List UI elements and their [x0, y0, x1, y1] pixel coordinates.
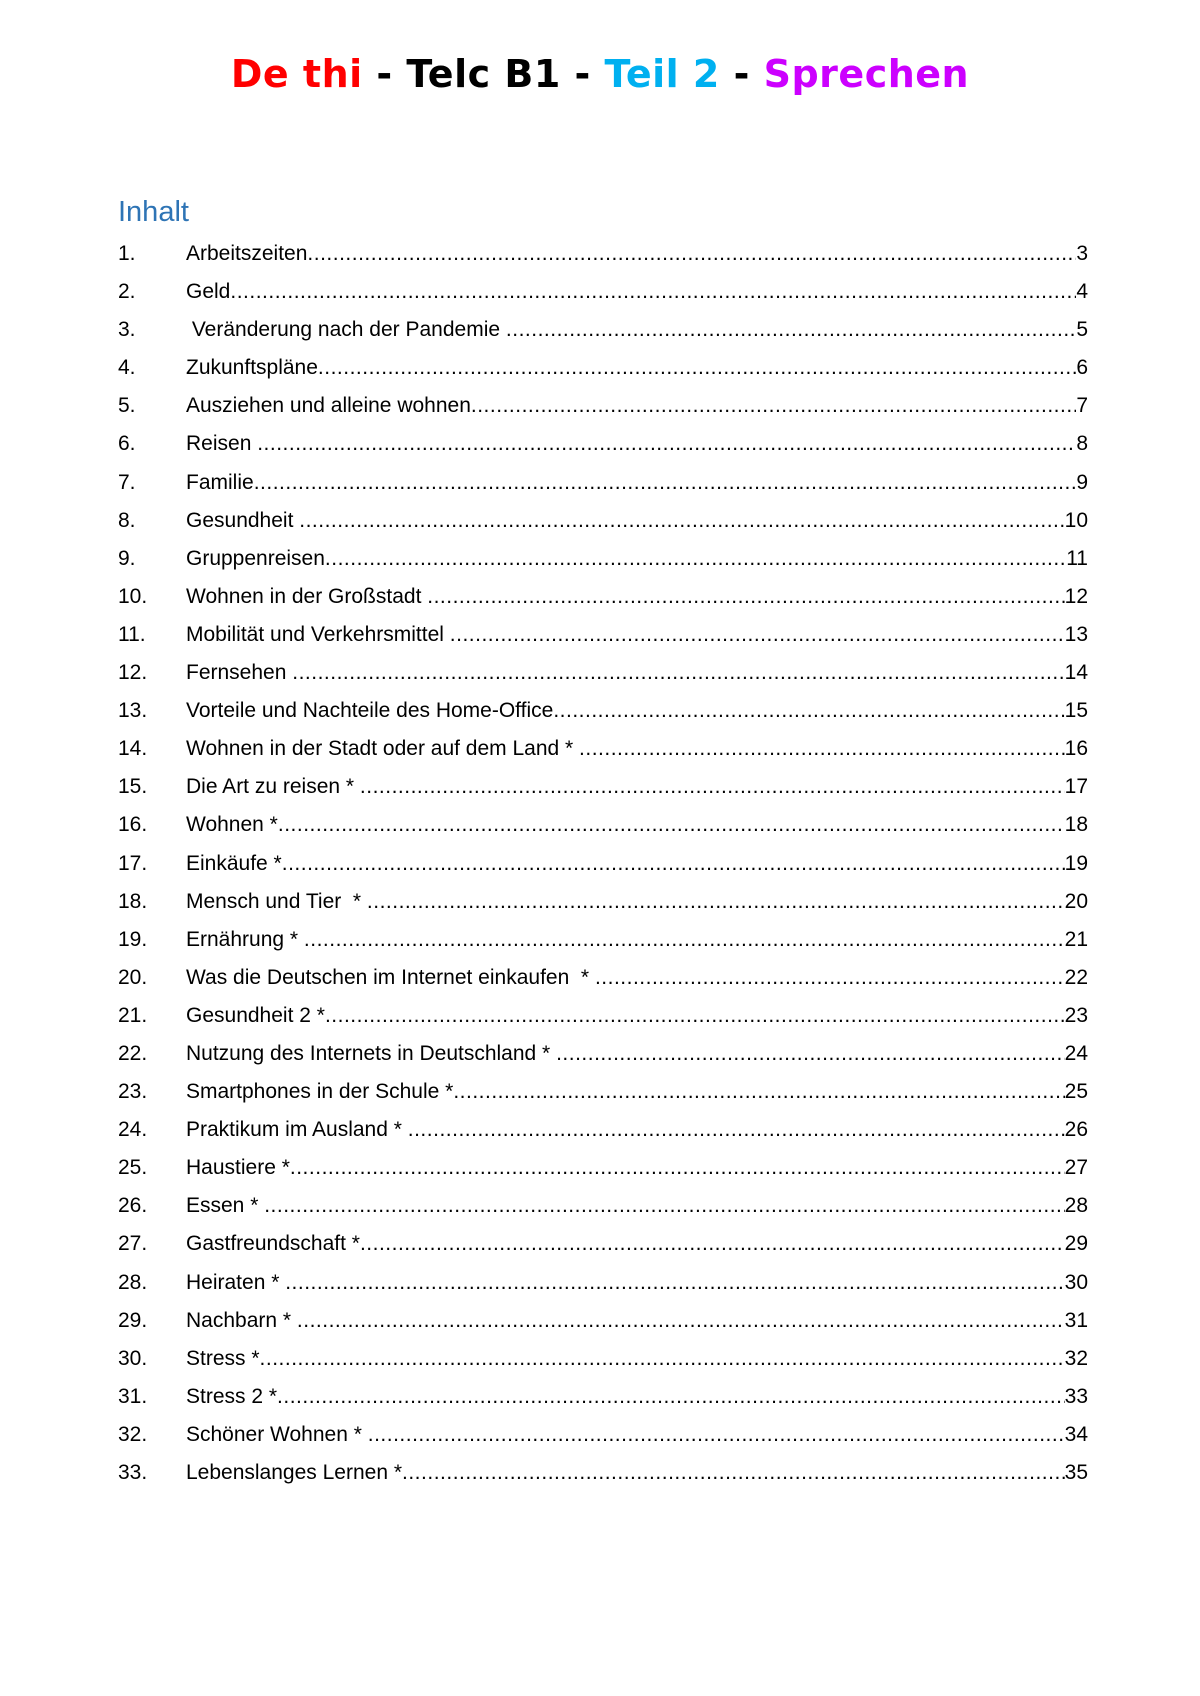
toc-entry-page-number: 9 [1076, 470, 1088, 494]
toc-entry-page-number: 4 [1076, 280, 1088, 304]
toc-entry-page-number: 35 [1064, 1461, 1088, 1484]
toc-entry-number: 28. [118, 1270, 148, 1294]
toc-entry-number: 26. [118, 1194, 148, 1218]
toc-dot-leader [427, 578, 1064, 616]
toc-entry[interactable] [118, 959, 1088, 997]
toc-entry[interactable] [118, 654, 1088, 692]
toc-entry-number: 29. [118, 1308, 148, 1332]
toc-entry-page-number: 13 [1064, 622, 1088, 646]
toc-entry-number: 6. [118, 432, 136, 456]
title-separator: - [362, 52, 407, 96]
toc-dot-leader [553, 692, 1064, 730]
toc-dot-leader [277, 1378, 1065, 1416]
toc-entry-page-number: 29 [1064, 1232, 1088, 1256]
toc-entry[interactable] [118, 1264, 1088, 1302]
toc-entry-title: Smartphones in der Schule * [186, 1080, 454, 1104]
toc-entry-page-number: 31 [1064, 1308, 1088, 1332]
toc-entry[interactable] [118, 1416, 1088, 1454]
toc-entry-page-number: 24 [1064, 1041, 1088, 1065]
toc-entry[interactable] [118, 349, 1088, 387]
toc-entry-page-number: 19 [1064, 851, 1088, 875]
toc-entry[interactable] [118, 730, 1088, 768]
toc-dot-leader [556, 1035, 1065, 1073]
toc-entry-number: 21. [118, 1003, 148, 1027]
toc-entry-page-number: 17 [1064, 775, 1088, 799]
toc-dot-leader [408, 1111, 1065, 1149]
toc-dot-leader [292, 654, 1064, 692]
toc-entry-title: Gesundheit 2 * [186, 1003, 325, 1027]
toc-entry-title: Die Art zu reisen * [186, 775, 360, 799]
toc-dot-leader [506, 311, 1076, 349]
title-part-de-thi: De thi [230, 52, 363, 96]
toc-entry-title: Gastfreundschaft * [186, 1232, 360, 1256]
toc-entry-page-number: 21 [1064, 927, 1088, 951]
toc-entry-number: 19. [118, 927, 148, 951]
toc-entry-number: 25. [118, 1156, 148, 1180]
toc-entry[interactable] [118, 1035, 1088, 1073]
toc-entry-number: 8. [118, 508, 136, 532]
toc-entry[interactable] [118, 1340, 1088, 1378]
toc-entry-number: 30. [118, 1346, 148, 1370]
toc-entry-number: 7. [118, 470, 136, 494]
toc-entry-title: Fernsehen [186, 661, 293, 685]
toc-entry[interactable] [118, 1187, 1088, 1225]
toc-entry[interactable] [118, 464, 1088, 502]
toc-dot-leader [360, 768, 1065, 806]
toc-entry-number: 10. [118, 584, 148, 608]
toc-entry[interactable] [118, 273, 1088, 311]
toc-entry[interactable] [118, 540, 1088, 578]
toc-entry-number: 23. [118, 1080, 148, 1104]
toc-entry[interactable] [118, 692, 1088, 730]
toc-entry[interactable] [118, 1302, 1088, 1340]
toc-entry-number: 9. [118, 546, 136, 570]
toc-entry[interactable] [118, 502, 1088, 540]
toc-entry-title: Veränderung nach der Pandemie [186, 318, 506, 342]
toc-entry-number: 22. [118, 1041, 148, 1065]
toc-entry-number: 15. [118, 775, 148, 799]
toc-entry[interactable] [118, 806, 1088, 844]
toc-entry-page-number: 34 [1064, 1422, 1088, 1446]
toc-entry-number: 16. [118, 813, 148, 837]
toc-entry-page-number: 26 [1064, 1118, 1088, 1142]
title-part-teil-2: Teil 2 [604, 52, 720, 96]
toc-heading: Inhalt [118, 196, 189, 228]
toc-entry[interactable] [118, 921, 1088, 959]
toc-entry-title: Was die Deutschen im Internet einkaufen * [186, 965, 595, 989]
toc-entry-title: Schöner Wohnen * [186, 1422, 368, 1446]
toc-entry-number: 1. [118, 242, 136, 265]
toc-entry-number: 2. [118, 280, 136, 304]
toc-entry-page-number: 15 [1064, 699, 1088, 723]
toc-entry-title: Haustiere * [186, 1156, 290, 1180]
toc-entry-page-number: 20 [1064, 889, 1088, 913]
toc-dot-leader [325, 540, 1066, 578]
toc-entry[interactable] [118, 1454, 1088, 1492]
toc-entry-title: Familie [186, 470, 254, 494]
toc-dot-leader [297, 1302, 1065, 1340]
title-separator: - [719, 52, 764, 96]
toc-dot-leader [230, 273, 1076, 311]
toc-entry-page-number: 30 [1064, 1270, 1088, 1294]
toc-entry[interactable] [118, 883, 1088, 921]
toc-dot-leader [471, 387, 1076, 425]
toc-entry-page-number: 12 [1064, 584, 1088, 608]
toc-entry-number: 12. [118, 661, 148, 685]
toc-entry-title: Gesundheit [186, 508, 300, 532]
toc-entry-title: Mensch und Tier * [186, 889, 367, 913]
toc-entry[interactable] [118, 1111, 1088, 1149]
toc-dot-leader [254, 464, 1077, 502]
toc-dot-leader [260, 1340, 1065, 1378]
toc-entry-page-number: 14 [1064, 661, 1088, 685]
toc-entry-page-number: 33 [1064, 1384, 1088, 1408]
toc-dot-leader [360, 1225, 1065, 1263]
toc-entry[interactable] [118, 616, 1088, 654]
toc-entry-number: 18. [118, 889, 148, 913]
toc-entry-title: Einkäufe * [186, 851, 282, 875]
toc-entry[interactable] [118, 425, 1088, 463]
toc-entry-title: Lebenslanges Lernen * [186, 1461, 403, 1484]
toc-entry-number: 24. [118, 1118, 148, 1142]
toc-entry[interactable] [118, 1225, 1088, 1263]
table-of-contents [118, 235, 1088, 1492]
toc-dot-leader [595, 959, 1065, 997]
toc-entry[interactable] [118, 235, 1088, 273]
toc-entry-page-number: 32 [1064, 1346, 1088, 1370]
toc-entry-number: 14. [118, 737, 148, 761]
toc-dot-leader [290, 1149, 1065, 1187]
toc-dot-leader [304, 921, 1065, 959]
title-part-telc-b1: Telc B1 [406, 52, 561, 96]
toc-entry-title: Zukunftspläne [186, 356, 318, 380]
toc-entry-number: 4. [118, 356, 136, 380]
toc-entry[interactable] [118, 578, 1088, 616]
toc-entry-page-number: 25 [1064, 1080, 1088, 1104]
toc-entry-title: Arbeitszeiten [186, 242, 308, 265]
toc-entry[interactable] [118, 845, 1088, 883]
toc-entry-title: Gruppenreisen [186, 546, 325, 570]
title-separator: - [560, 52, 605, 96]
toc-entry-page-number: 11 [1066, 546, 1088, 570]
toc-dot-leader [368, 1416, 1065, 1454]
toc-entry-number: 32. [118, 1422, 148, 1446]
document-title [0, 52, 1200, 96]
toc-entry-number: 3. [118, 318, 136, 342]
toc-entry-title: Ernährung * [186, 927, 304, 951]
toc-entry[interactable] [118, 311, 1088, 349]
toc-entry-title: Nutzung des Internets in Deutschland * [186, 1041, 557, 1065]
toc-entry-title: Geld [186, 280, 231, 304]
toc-entry-title: Wohnen in der Großstadt [186, 584, 428, 608]
toc-dot-leader [402, 1454, 1065, 1492]
toc-entry-title: Praktikum im Ausland * [186, 1118, 408, 1142]
toc-entry-page-number: 28 [1064, 1194, 1088, 1218]
toc-dot-leader [299, 502, 1064, 540]
toc-entry[interactable] [118, 997, 1088, 1035]
toc-entry-title: Vorteile und Nachteile des Home-Office [186, 699, 554, 723]
toc-entry-title: Reisen [186, 432, 258, 456]
toc-entry-title: Heiraten * [186, 1270, 286, 1294]
toc-dot-leader [318, 349, 1076, 387]
toc-entry-title: Stress 2 * [186, 1384, 278, 1408]
toc-entry-number: 11. [118, 622, 146, 646]
toc-entry-page-number: 22 [1064, 965, 1088, 989]
toc-entry-number: 33. [118, 1461, 148, 1484]
toc-dot-leader [450, 616, 1065, 654]
toc-entry-number: 13. [118, 699, 148, 723]
toc-dot-leader [278, 806, 1065, 844]
toc-entry[interactable] [118, 1073, 1088, 1111]
title-part-sprechen: Sprechen [763, 52, 970, 96]
toc-entry-page-number: 10 [1064, 508, 1088, 532]
toc-dot-leader [264, 1187, 1064, 1225]
toc-entry-page-number: 16 [1064, 737, 1088, 761]
toc-dot-leader [307, 235, 1076, 273]
toc-entry-title: Ausziehen und alleine wohnen [186, 394, 471, 418]
toc-entry-number: 27. [118, 1232, 148, 1256]
toc-entry-number: 5. [118, 394, 136, 418]
toc-dot-leader [579, 730, 1065, 768]
toc-entry-page-number: 5 [1076, 318, 1088, 342]
toc-entry-page-number: 18 [1064, 813, 1088, 837]
toc-dot-leader [282, 845, 1065, 883]
toc-entry-number: 31. [118, 1384, 148, 1408]
toc-entry-page-number: 8 [1076, 432, 1088, 456]
toc-entry-page-number: 7 [1076, 394, 1088, 418]
toc-entry-title: Nachbarn * [186, 1308, 297, 1332]
toc-dot-leader [257, 425, 1076, 463]
toc-dot-leader [325, 997, 1065, 1035]
toc-dot-leader [285, 1264, 1064, 1302]
toc-entry-page-number: 6 [1076, 356, 1088, 380]
toc-entry[interactable] [118, 1149, 1088, 1187]
toc-entry-number: 20. [118, 965, 148, 989]
toc-entry-title: Mobilität und Verkehrsmittel [186, 622, 450, 646]
toc-dot-leader [453, 1073, 1064, 1111]
toc-entry-page-number: 3 [1076, 242, 1088, 265]
toc-entry[interactable] [118, 387, 1088, 425]
toc-dot-leader [367, 883, 1065, 921]
toc-entry[interactable] [118, 1378, 1088, 1416]
toc-entry[interactable] [118, 768, 1088, 806]
toc-entry-title: Wohnen in der Stadt oder auf dem Land * [186, 737, 580, 761]
toc-entry-number: 17. [118, 851, 148, 875]
toc-entry-title: Essen * [186, 1194, 265, 1218]
toc-entry-page-number: 23 [1064, 1003, 1088, 1027]
toc-entry-title: Stress * [186, 1346, 260, 1370]
toc-entry-title: Wohnen * [186, 813, 278, 837]
toc-entry-page-number: 27 [1064, 1156, 1088, 1180]
